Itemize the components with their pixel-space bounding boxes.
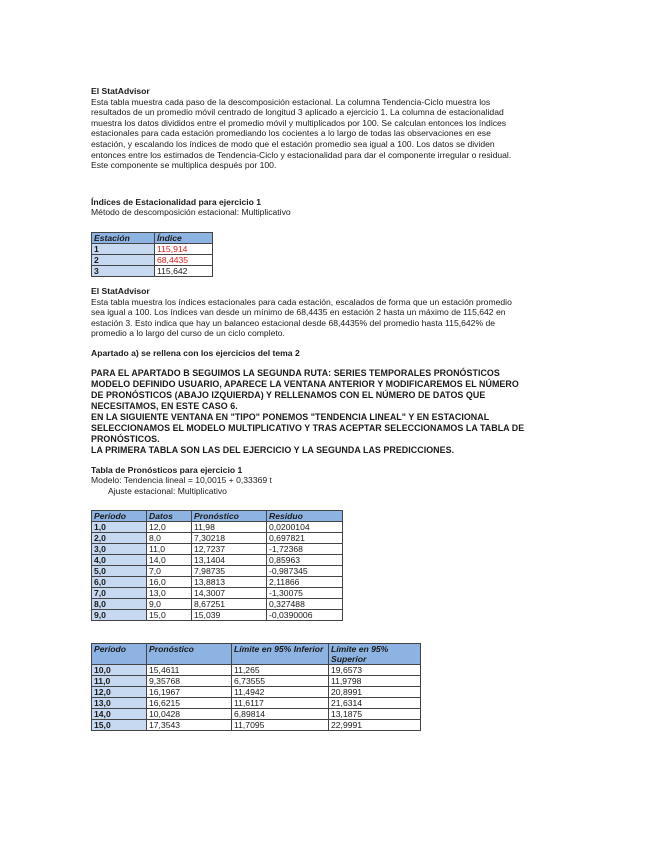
advisor1-body (91, 97, 571, 171)
col-header-datos: Datos (147, 511, 192, 522)
advisor2-line: promedio a lo largo del curso de un ciclo completo. (91, 328, 285, 339)
estacion-cell: 2 (92, 254, 155, 265)
pronostico-cell: 16,1967 (147, 687, 232, 698)
instruction-line: LA PRIMERA TABLA SON LAS DEL EJERCICIO Y LA SEGUNDA LAS PREDICCIONES. (91, 444, 455, 455)
col-header-periodo: Período (92, 511, 147, 522)
advisor2-body (91, 297, 571, 339)
periodo-cell: 13,0 (92, 698, 147, 709)
residuo-cell: -0,987345 (267, 566, 343, 577)
instruction-line: DE PRONÓSTICOS (ABAJO IZQUIERDA) Y RELLENAMOS CON EL NÚMERO DE DATOS QUE (91, 389, 486, 400)
advisor1-title: El StatAdvisor (91, 86, 150, 96)
superior-cell: 20,8991 (329, 687, 421, 698)
datos-cell: 12,0 (147, 522, 192, 533)
periodo-cell: 5,0 (92, 566, 147, 577)
residuo-cell: 0,85963 (267, 555, 343, 566)
pronostico-cell: 11,98 (192, 522, 267, 533)
instruction-line: MODELO DEFINIDO USUARIO, APARECE LA VENTANA ANTERIOR Y MODIFICAREMOS EL NÚMERO (91, 378, 519, 389)
periodo-cell: 15,0 (92, 720, 147, 731)
periodo-cell: 2,0 (92, 533, 147, 544)
instruction-line: NECESITAMOS, EN ESTE CASO 6. (91, 400, 238, 411)
table-row (92, 522, 343, 533)
pronostico-cell: 13,1404 (192, 555, 267, 566)
table-header-row (92, 511, 343, 522)
advisor1-line: estación, y escalando los índices de modo que el estación promedio sea igual a 100. Los datos se dividen (91, 138, 495, 149)
pronostico-cell: 15,4611 (147, 665, 232, 676)
pronostico-cell: 14,3007 (192, 588, 267, 599)
col-header-pronostico: Pronóstico (147, 644, 232, 665)
forecast-title: Tabla de Pronósticos para ejercicio 1 (91, 464, 243, 475)
predictions-table (91, 643, 421, 731)
advisor1-line: Este componente se multiplica después por 100. (91, 160, 277, 171)
apartado-heading: Apartado a) se rellena con los ejercicios del tema 2 (91, 347, 300, 358)
residuo-cell: 0,327488 (267, 599, 343, 610)
estacion-cell: 1 (92, 243, 155, 254)
instruction-line: PRONÓSTICOS. (91, 433, 160, 444)
advisor2-line: estación 3. Esto indica que hay un balanceo estacional desde 68,4435% del promedio hasta 115,642% de (91, 317, 496, 328)
periodo-cell: 11,0 (92, 676, 147, 687)
inferior-cell: 11,4942 (232, 687, 329, 698)
indices-table (91, 232, 213, 277)
table-row (92, 588, 343, 599)
pronostico-cell: 10,0428 (147, 709, 232, 720)
periodo-cell: 7,0 (92, 588, 147, 599)
indices-title: Índices de Estacionalidad para ejercicio 1 (91, 196, 262, 207)
residuo-cell: -1,30075 (267, 588, 343, 599)
residuo-cell: -0,0390006 (267, 610, 343, 621)
pronostico-cell: 12,7237 (192, 544, 267, 555)
col-header-limite-superior: Límite en 95% Superior (329, 644, 421, 665)
table-row (92, 720, 421, 731)
col-header-limite-inferior: Límite en 95% Inferior (232, 644, 329, 665)
document-page (91, 86, 571, 731)
indice-cell: 115,914 (155, 243, 213, 254)
forecast-table (91, 510, 343, 621)
col-header-periodo: Período (92, 644, 147, 665)
instruction-line: SELECCIONAMOS EL MODELO MULTIPLICATIVO Y TRAS ACEPTAR SELECCIONAMOS LA TABLA DE (91, 422, 525, 433)
residuo-cell: -1,72368 (267, 544, 343, 555)
residuo-cell: 2,11866 (267, 577, 343, 588)
periodo-cell: 6,0 (92, 577, 147, 588)
datos-cell: 11,0 (147, 544, 192, 555)
pronostico-cell: 13,8813 (192, 577, 267, 588)
table-row (92, 599, 343, 610)
pronostico-cell: 7,98735 (192, 566, 267, 577)
col-header-pronostico: Pronóstico (192, 511, 267, 522)
instructions-block (91, 368, 571, 456)
indice-cell: 115,642 (155, 265, 213, 276)
table-header-row (92, 232, 213, 243)
datos-cell: 14,0 (147, 555, 192, 566)
table-row (92, 533, 343, 544)
datos-cell: 9,0 (147, 599, 192, 610)
table-row (92, 676, 421, 687)
datos-cell: 7,0 (147, 566, 192, 577)
pronostico-cell: 15,039 (192, 610, 267, 621)
periodo-cell: 4,0 (92, 555, 147, 566)
superior-cell: 21,6314 (329, 698, 421, 709)
pronostico-cell: 16,6215 (147, 698, 232, 709)
table-row (92, 687, 421, 698)
table-row (92, 265, 213, 276)
periodo-cell: 10,0 (92, 665, 147, 676)
table-row (92, 709, 421, 720)
table-row (92, 698, 421, 709)
advisor2-line: sea igual a 100. Los índices van desde un mínimo de 68,4435 en estación 2 hasta un máximo de 115,642 en (91, 307, 506, 318)
advisor1-line: estacionales para cada estación promediando los cocientes a lo largo de todas las observaciones en ese (91, 128, 491, 139)
pronostico-cell: 9,35768 (147, 676, 232, 687)
instruction-line: PARA EL APARTADO B SEGUIMOS LA SEGUNDA RUTA: SERIES TEMPORALES PRONÓSTICOS (91, 367, 500, 378)
inferior-cell: 6,89814 (232, 709, 329, 720)
superior-cell: 13,1875 (329, 709, 421, 720)
advisor1-line: resultados de un promedio móvil centrado de longitud 3 aplicado a ejercicio 1. La columna de estacionalidad (91, 107, 504, 118)
table-row (92, 665, 421, 676)
superior-cell: 22,9991 (329, 720, 421, 731)
col-header-estacion: Estación (92, 232, 155, 243)
estacion-cell: 3 (92, 265, 155, 276)
periodo-cell: 3,0 (92, 544, 147, 555)
advisor1-line: Esta tabla muestra cada paso de la descomposición estacional. La columna Tendencia-Ciclo muestra los (91, 96, 491, 107)
residuo-cell: 0,0200104 (267, 522, 343, 533)
table-row (92, 566, 343, 577)
table-row (92, 544, 343, 555)
pronostico-cell: 8,67251 (192, 599, 267, 610)
superior-cell: 11,9798 (329, 676, 421, 687)
periodo-cell: 12,0 (92, 687, 147, 698)
table-header-row (92, 644, 421, 665)
table-row (92, 254, 213, 265)
advisor1-line: muestra los datos divididos entre el promedio móvil y multiplicados por 100. Se calculan entonces los índices (91, 117, 507, 128)
table-row (92, 243, 213, 254)
indice-cell: 68,4435 (155, 254, 213, 265)
datos-cell: 16,0 (147, 577, 192, 588)
col-header-residuo: Residuo (267, 511, 343, 522)
datos-cell: 8,0 (147, 533, 192, 544)
forecast-adjust: Ajuste estacional: Multiplicativo (108, 485, 227, 496)
datos-cell: 15,0 (147, 610, 192, 621)
inferior-cell: 11,265 (232, 665, 329, 676)
superior-cell: 19,6573 (329, 665, 421, 676)
periodo-cell: 14,0 (92, 709, 147, 720)
pronostico-cell: 17,3543 (147, 720, 232, 731)
col-header-indice: Índice (155, 232, 213, 243)
table-row (92, 610, 343, 621)
table-row (92, 555, 343, 566)
periodo-cell: 8,0 (92, 599, 147, 610)
inferior-cell: 11,7095 (232, 720, 329, 731)
pronostico-cell: 7,30218 (192, 533, 267, 544)
inferior-cell: 11,6117 (232, 698, 329, 709)
inferior-cell: 6,73555 (232, 676, 329, 687)
forecast-model: Modelo: Tendencia lineal = 10,0015 + 0,33369 t (91, 475, 272, 486)
advisor1-line: entonces entre los estimados de Tendencia-Ciclo y estacionalidad para dar el componente irregular o residual. (91, 149, 512, 160)
instruction-line: EN LA SIGUIENTE VENTANA EN "TIPO" PONEMOS "TENDENCIA LINEAL" Y EN ESTACIONAL (91, 411, 490, 422)
periodo-cell: 1,0 (92, 522, 147, 533)
residuo-cell: 0,697821 (267, 533, 343, 544)
advisor2-line: Esta tabla muestra los índices estacionales para cada estación, escalados de forma que un estación promedio (91, 296, 512, 307)
periodo-cell: 9,0 (92, 610, 147, 621)
table-row (92, 577, 343, 588)
datos-cell: 13,0 (147, 588, 192, 599)
advisor2-title: El StatAdvisor (91, 285, 150, 296)
indices-method: Método de descomposición estacional: Multiplicativo (91, 207, 291, 218)
